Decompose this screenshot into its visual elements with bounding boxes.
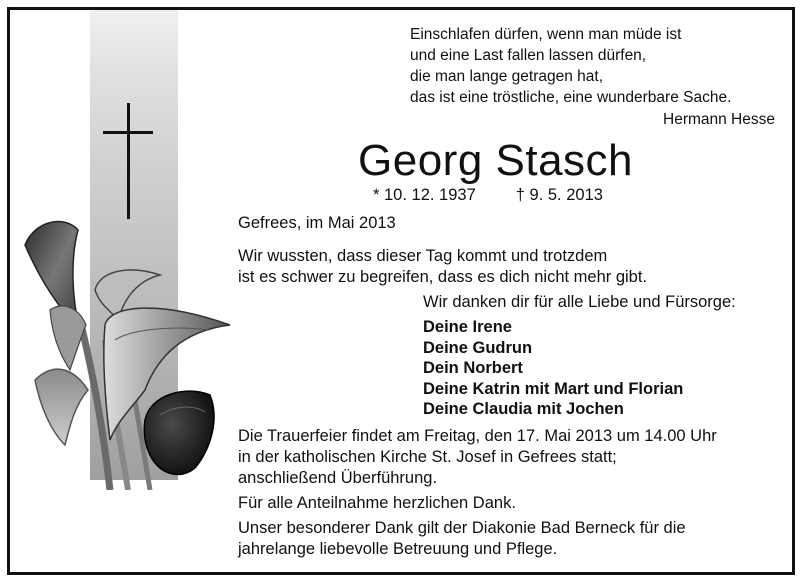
poem: [410, 24, 775, 130]
death-date: † 9. 5. 2013: [515, 186, 603, 204]
poem-line: und eine Last fallen lassen dürfen,: [410, 47, 647, 64]
calla-lily-illustration: [10, 190, 250, 490]
poem-line: Einschlafen dürfen, wenn man müde ist: [410, 26, 682, 43]
life-dates: [373, 186, 603, 205]
family-member: Dein Norbert: [423, 359, 523, 377]
poem-author: Hermann Hesse: [663, 111, 775, 128]
deceased-name: Georg Stasch: [358, 136, 634, 185]
family-member: Deine Claudia mit Jochen: [423, 400, 624, 418]
poem-line: das ist eine tröstliche, eine wunderbare Sache.: [410, 89, 732, 106]
thanks-line: Wir danken dir für alle Liebe und Fürsorge:: [423, 293, 736, 311]
intro-line: ist es schwer zu begreifen, dass es dich nicht mehr gibt.: [238, 268, 648, 286]
family-list: [423, 317, 683, 420]
obituary-card: [7, 7, 795, 575]
funeral-line: anschließend Überführung.: [238, 469, 438, 487]
gratitude-line: Für alle Anteilnahme herzlichen Dank.: [238, 494, 516, 512]
funeral-line: Die Trauerfeier findet am Freitag, den 17. Mai 2013 um 14.00 Uhr: [238, 427, 717, 445]
birth-date: * 10. 12. 1937: [373, 186, 476, 204]
funeral-info: [238, 426, 778, 489]
intro-text: [238, 246, 647, 288]
poem-line: die man lange getragen hat,: [410, 68, 604, 85]
special-thanks-line: jahrelange liebevolle Betreuung und Pflege.: [238, 540, 558, 558]
intro-line: Wir wussten, dass dieser Tag kommt und trotzdem: [238, 247, 608, 265]
family-member: Deine Katrin mit Mart und Florian: [423, 379, 684, 398]
special-thanks-line: Unser besonderer Dank gilt der Diakonie Bad Berneck für die: [238, 519, 686, 537]
closing-text: [238, 426, 778, 560]
place-date: Gefrees, im Mai 2013: [238, 214, 396, 232]
special-thanks: [238, 518, 778, 560]
family-member: Deine Gudrun: [423, 338, 533, 357]
family-member: Deine Irene: [423, 318, 512, 336]
funeral-line: in der katholischen Kirche St. Josef in Gefrees statt;: [238, 448, 617, 466]
